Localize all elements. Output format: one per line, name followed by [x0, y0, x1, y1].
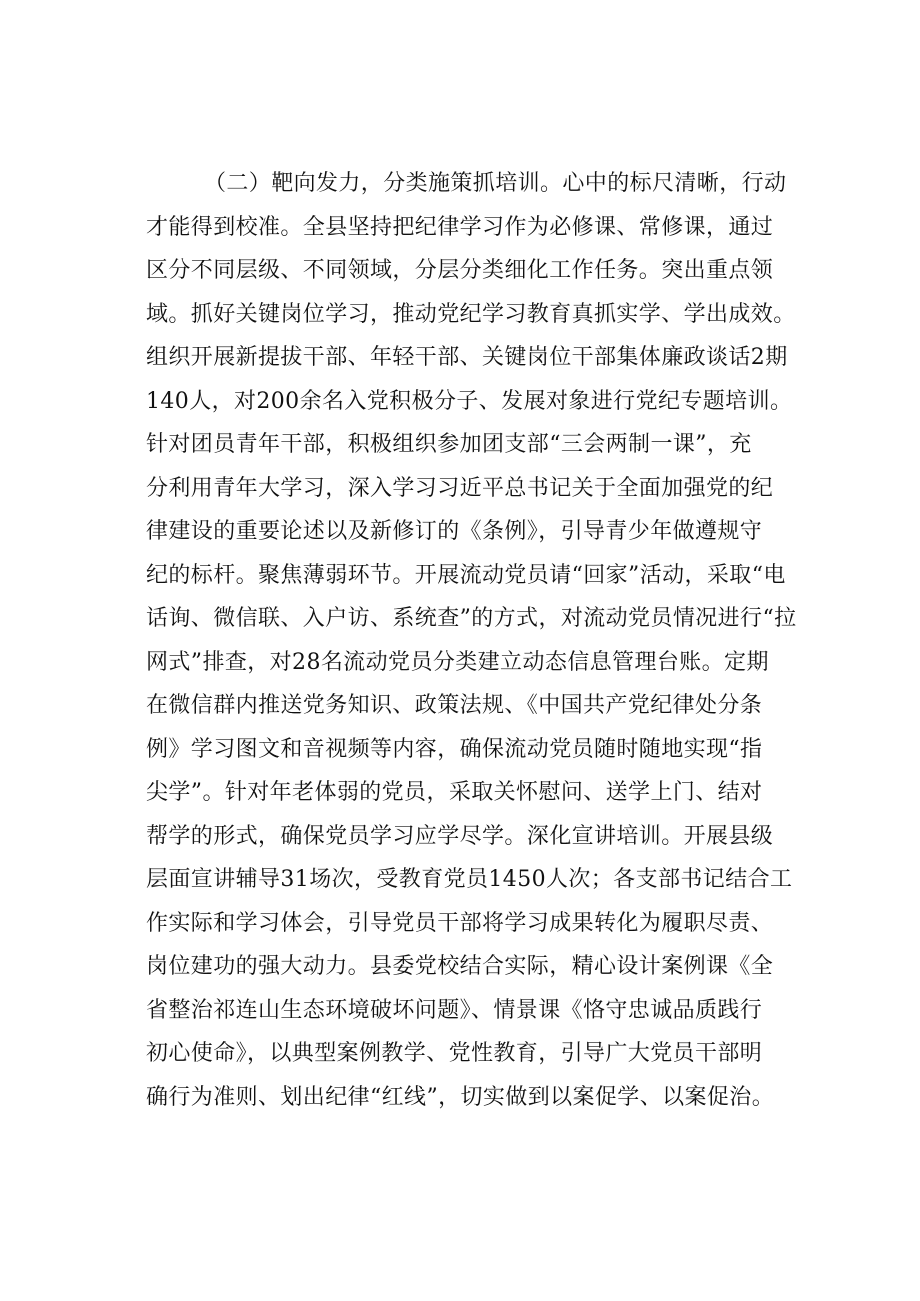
paragraph-line: 初心使命》，以典型案例教学、党性教育，引导广大党员干部明	[146, 1041, 763, 1066]
paragraph-line: 确行为准则、划出纪律“红线”，切实做到以案促学、以案促治。	[146, 1084, 775, 1110]
paragraph-line: 区分不同层级、不同领域，分层分类细化工作任务。突出重点领	[146, 258, 774, 283]
paragraph-line: 层面宣讲辅导31场次，受教育党员1450人次；各支部书记结合工	[146, 867, 793, 892]
paragraph-line: 省整治祁连山生态环境破坏问题》、情景课《恪守忠诚品质践行	[146, 997, 763, 1023]
paragraph-line: 针对团员青年干部，积极组织参加团支部“三会两制一课”，充	[146, 432, 752, 457]
paragraph-line: 组织开展新提拔干部、年轻干部、关键岗位干部集体廉政谈话2期	[146, 345, 788, 370]
body-paragraph	[146, 162, 826, 1119]
paragraph-line: 岗位建功的强大动力。县委党校结合实际，精心设计案例课《全	[146, 954, 774, 979]
paragraph-line: 在微信群内推送党务知识、政策法规、《中国共产党纪律处分条	[146, 693, 763, 718]
paragraph-line: 律建设的重要论述以及新修订的《条例》，引导青少年做遵规守	[146, 519, 763, 544]
paragraph-line: 尖学”。针对年老体弱的党员，采取关怀慰问、送学上门、结对	[146, 780, 763, 805]
paragraph-line: 例》学习图文和音视频等内容，确保流动党员随时随地实现“指	[146, 736, 763, 762]
paragraph-line: 话询、微信联、入户访、系统查”的方式，对流动党员情况进行“拉	[146, 606, 797, 631]
paragraph-line: 作实际和学习体会，引导党员干部将学习成果转化为履职尽责、	[146, 910, 774, 936]
paragraph-line: 域。抓好关键岗位学习，推动党纪学习教育真抓实学、学出成效。	[146, 301, 796, 327]
paragraph-line: 帮学的形式，确保党员学习应学尽学。深化宣讲培训。开展县级	[146, 823, 774, 849]
paragraph-line: 分利用青年大学习，深入学习习近平总书记关于全面加强党的纪	[146, 475, 774, 501]
paragraph-line: 140人，对200余名入党积极分子、发展对象进行党纪专题培训。	[146, 388, 793, 414]
paragraph-line: （二）靶向发力，分类施策抓培训。心中的标尺清晰，行动	[204, 171, 787, 196]
paragraph-line: 才能得到校准。全县坚持把纪律学习作为必修课、常修课，通过	[146, 214, 774, 240]
paragraph-line: 网式”排查，对28名流动党员分类建立动态信息管理台账。定期	[146, 649, 769, 675]
paragraph-line: 纪的标杆。聚焦薄弱环节。开展流动党员请“回家”活动，采取“电	[146, 562, 786, 588]
